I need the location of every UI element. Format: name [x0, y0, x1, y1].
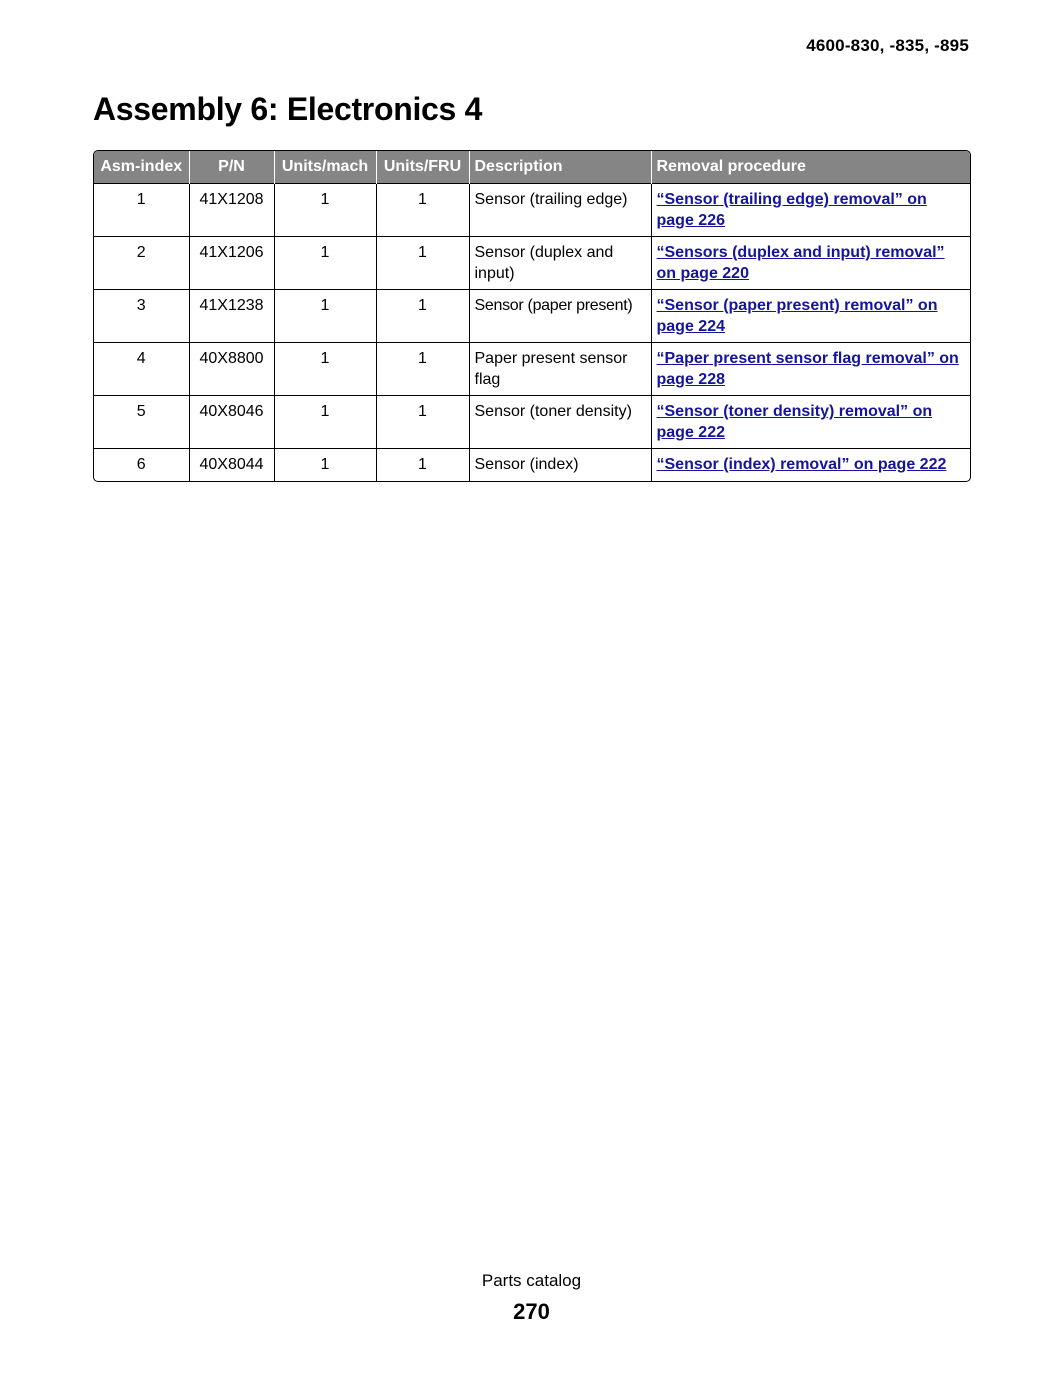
cell-asm-index: 1 [94, 184, 189, 237]
cell-description: Sensor (toner density) [469, 396, 651, 449]
cell-units-mach: 1 [274, 396, 376, 449]
table-row [94, 343, 970, 396]
table-row [94, 237, 970, 290]
table-row [94, 184, 970, 237]
cell-description: Sensor (trailing edge) [469, 184, 651, 237]
column-header-units-fru: Units/FRU [376, 151, 469, 184]
table-row [94, 449, 970, 481]
column-header-pn: P/N [189, 151, 274, 184]
column-header-removal-procedure: Removal procedure [651, 151, 970, 184]
cell-asm-index: 3 [94, 290, 189, 343]
cell-part-number: 41X1238 [189, 290, 274, 343]
document-id: 4600-830, -835, -895 [806, 36, 969, 55]
cell-part-number: 41X1208 [189, 184, 274, 237]
table-row [94, 396, 970, 449]
cell-asm-index: 4 [94, 343, 189, 396]
cell-removal-procedure [651, 184, 970, 237]
cell-description: Sensor (paper present) [469, 290, 651, 343]
cell-removal-procedure [651, 237, 970, 290]
removal-procedure-link[interactable]: “Sensor (index) removal” on page 222 [656, 456, 947, 473]
removal-procedure-link[interactable]: “Sensor (trailing edge) removal” on page 226 [656, 191, 927, 229]
cell-asm-index: 6 [94, 449, 189, 481]
page-number: 270 [513, 1299, 550, 1324]
cell-units-mach: 1 [274, 343, 376, 396]
removal-procedure-link[interactable]: “Sensor (toner density) removal” on page 222 [656, 403, 933, 441]
cell-units-fru: 1 [376, 396, 469, 449]
page-title: Assembly 6: Electronics 4 [93, 91, 483, 127]
cell-description: Sensor (index) [469, 449, 651, 481]
cell-part-number: 40X8044 [189, 449, 274, 481]
cell-removal-procedure [651, 290, 970, 343]
cell-units-fru: 1 [376, 237, 469, 290]
cell-units-mach: 1 [274, 290, 376, 343]
cell-units-mach: 1 [274, 184, 376, 237]
parts-table-container [93, 150, 971, 482]
cell-removal-procedure [651, 396, 970, 449]
cell-removal-procedure [651, 449, 970, 481]
removal-procedure-link[interactable]: “Sensor (paper present) removal” on page 224 [656, 297, 938, 335]
parts-table [94, 151, 970, 481]
cell-description: Sensor (duplex and input) [469, 237, 651, 290]
cell-units-fru: 1 [376, 290, 469, 343]
cell-part-number: 40X8800 [189, 343, 274, 396]
cell-units-fru: 1 [376, 449, 469, 481]
cell-units-mach: 1 [274, 449, 376, 481]
column-header-asm-index: Asm-index [94, 151, 189, 184]
cell-units-fru: 1 [376, 343, 469, 396]
cell-part-number: 40X8046 [189, 396, 274, 449]
removal-procedure-link[interactable]: “Paper present sensor flag removal” on page 228 [656, 350, 959, 388]
cell-part-number: 41X1206 [189, 237, 274, 290]
footer-section-label: Parts catalog [481, 1271, 582, 1290]
column-header-description: Description [469, 151, 651, 184]
column-header-units-mach: Units/mach [274, 151, 376, 184]
cell-asm-index: 5 [94, 396, 189, 449]
table-row [94, 290, 970, 343]
table-header-row [94, 151, 970, 184]
cell-asm-index: 2 [94, 237, 189, 290]
cell-description: Paper present sensor flag [469, 343, 651, 396]
cell-removal-procedure [651, 343, 970, 396]
cell-units-mach: 1 [274, 237, 376, 290]
removal-procedure-link[interactable]: “Sensors (duplex and input) removal” on page 220 [656, 244, 945, 282]
cell-units-fru: 1 [376, 184, 469, 237]
